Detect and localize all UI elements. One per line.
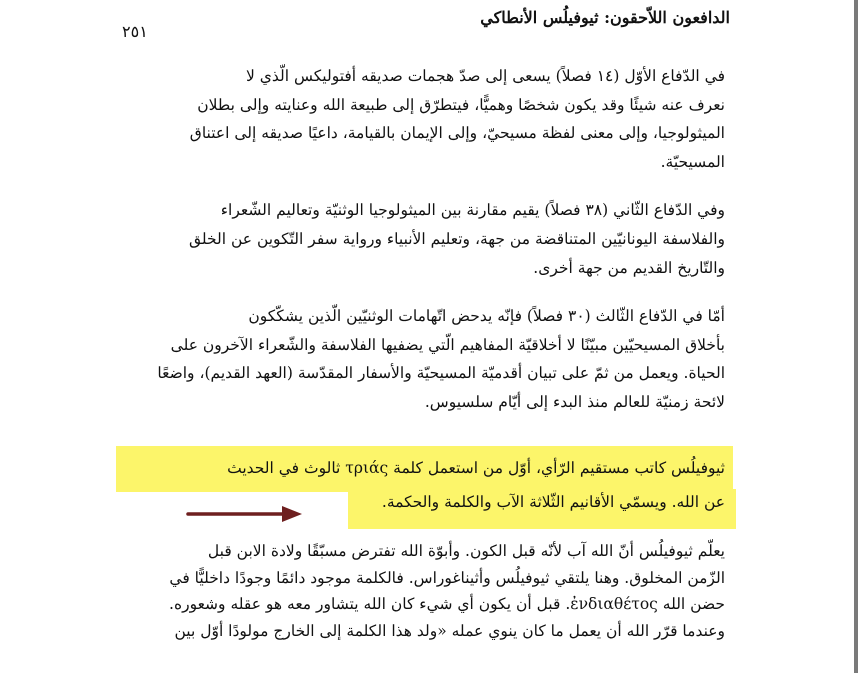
- page-number: ٢٥١: [122, 22, 148, 41]
- text-line: الزّمن المخلوق. وهنا يلتقي ثيوفيلُس وأثيناغوراس. فالكلمة موجود دائمًا وجودًا داخليًّا في: [169, 568, 725, 587]
- text-line: ثيوفيلُس كاتب مستقيم الرّأي، أوّل من استعمل كلمة τριάς ثالوث في الحديث: [227, 459, 725, 477]
- text-line: عن الله. ويسمّي الأقانيم الثّلاثة الآب والكلمة والحكمة.: [381, 493, 725, 511]
- text-line: الميثولوجيا، وإلى معنى لفظة مسيحيّ، وإلى الإيمان بالقيامة، داعيًا صديقه إلى اعتناق: [189, 124, 725, 143]
- text-line: وفي الدّفاع الثّاني (٣٨ فصلاً) يقيم مقارنة بين الميثولوجيا الوثنيّة وتعاليم الشّعراء: [220, 201, 725, 220]
- text-line: نعرف عنه شيئًا وقد يكون شخصًا وهميًّا، فيتطرّق إلى طبيعة الله وعنايته وإلى بطلان: [197, 95, 725, 114]
- text-line: في الدّفاع الأوّل (١٤ فصلاً) يسعى إلى صدّ هجمات صديقه أفتوليكس الّذي لا: [245, 67, 725, 85]
- text-line: المسيحيّة.: [660, 152, 725, 171]
- text-line: أمّا في الدّفاع الثّالث (٣٠ فصلاً) فإنّه يدحض اتّهامات الوثنيّين الّذين يشكّكون: [248, 307, 725, 326]
- text-line: يعلّم ثيوفيلُس أنّ الله آب لأنّه قبل الكون. وأبوّة الله تفترض مسبّقًا ولادة الابن قبل: [207, 542, 725, 560]
- paragraph-second-defense: [125, 196, 725, 282]
- paragraph-first-defense: [125, 62, 725, 176]
- text-line: والفلاسفة اليونانيّين المتناقضة من جهة، وتعليم الأنبياء ورواية سفر التّكوين عن الخلق: [188, 229, 725, 248]
- text-line: حضن الله ἐνδιαθέτος. قبل أن يكون أي شيء كان الله يتشاور معه هو عقله وشعوره.: [169, 595, 725, 613]
- page-header: [122, 8, 730, 42]
- text-line: الحياة. ويعمل من ثمّ على تبيان أقدميّة المسيحيّة والأسفار المقدّسة (العهد القديم)، واضعًا: [157, 364, 725, 383]
- running-title: الدافعون اللاّحقون: ثيوفيلُس الأنطاكي: [480, 8, 730, 27]
- paragraph-theology: [125, 538, 725, 644]
- paragraph-third-defense: [125, 302, 725, 416]
- body-text: [125, 62, 725, 417]
- text-line: وعندما قرّر الله أن يعمل ما كان ينوي عمله «ولد هذا الكلمة إلى الخارج مولودًا أوّل بين: [174, 621, 725, 640]
- text-line: والتّاريخ القديم من جهة أخرى.: [533, 258, 725, 277]
- text-line: لائحة زمنيّة للعالم منذ البدء إلى أيّام سلسيوس.: [424, 392, 725, 411]
- text-line: بأخلاق المسيحيّين مبيّنًا لا أخلاقيّة المفاهيم الّتي يضفيها الفلاسفة والشّعراء الآخرون على: [170, 335, 725, 354]
- arrow-right-icon: [186, 503, 304, 525]
